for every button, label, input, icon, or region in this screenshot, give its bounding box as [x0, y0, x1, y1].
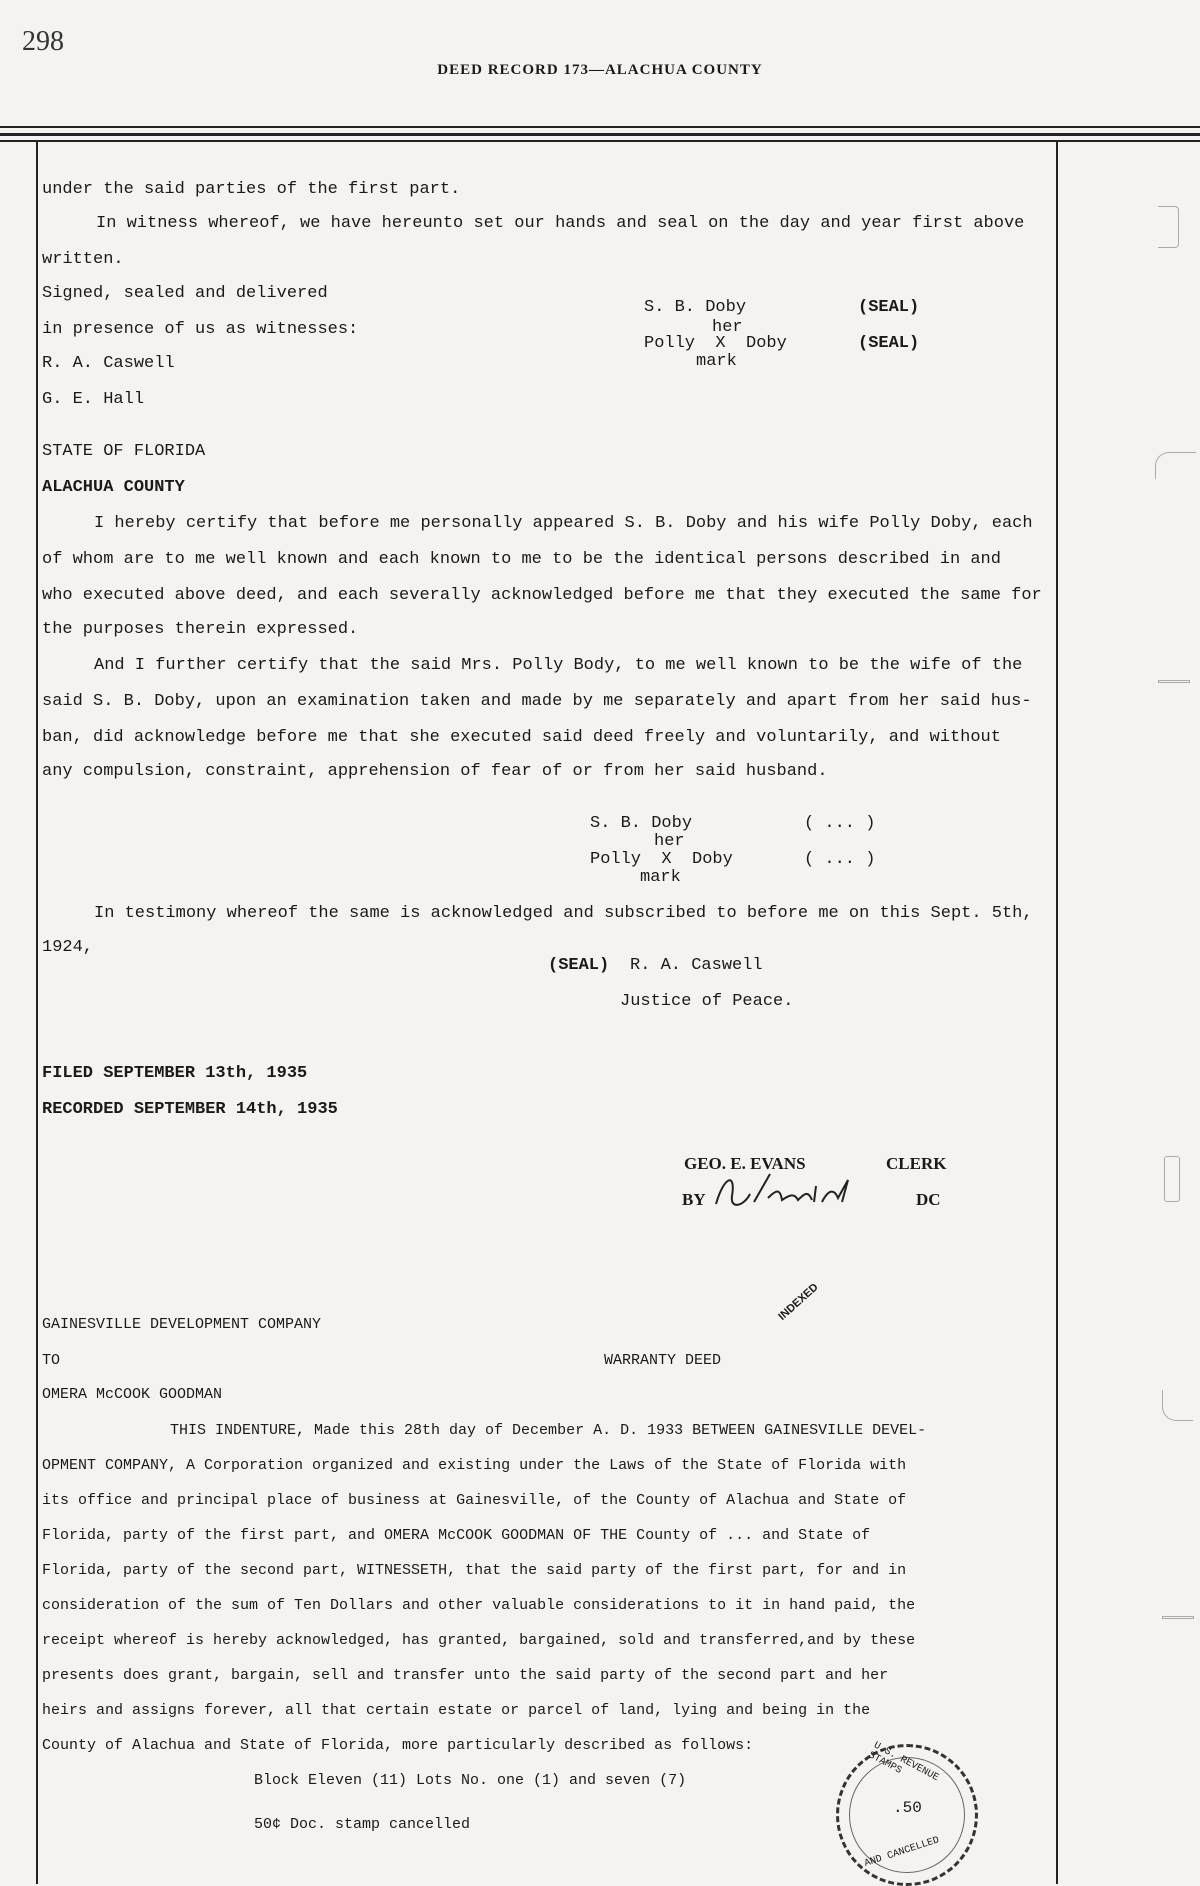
signature-her: her	[654, 832, 685, 851]
deed-type: WARRANTY DEED	[604, 1352, 722, 1369]
signature-name: Polly X Doby	[590, 850, 733, 869]
header-rule-2	[0, 133, 1200, 136]
binder-mark	[1162, 1616, 1194, 1619]
signature-name: S. B. Doby	[590, 814, 693, 833]
dc-label: DC	[916, 1190, 941, 1209]
text-line: in presence of us as witnesses:	[42, 320, 359, 339]
page-header: DEED RECORD 173—ALACHUA COUNTY	[437, 62, 763, 78]
signature-her: her	[712, 318, 743, 337]
signature-mark: mark	[696, 352, 737, 371]
grantor: GAINESVILLE DEVELOPMENT COMPANY	[42, 1316, 322, 1333]
stamp-note: 50¢ Doc. stamp cancelled	[254, 1816, 471, 1833]
text-line: 1924,	[42, 938, 94, 957]
header-rule-1	[0, 126, 1200, 128]
binder-mark	[1155, 452, 1196, 479]
text-line: Florida, party of the first part, and OMERA McCOOK GOODMAN OF THE County of ... and State of	[42, 1527, 871, 1544]
stamp-text: AND CANCELLED	[863, 1835, 941, 1870]
text-line: under the said parties of the first part.	[42, 180, 461, 199]
grantee: OMERA McCOOK GOODMAN	[42, 1386, 223, 1403]
text-line: THIS INDENTURE, Made this 28th day of December A. D. 1933 BETWEEN GAINESVILLE DEVEL-	[170, 1422, 927, 1439]
binder-mark	[1158, 680, 1190, 683]
text-line: In testimony whereof the same is acknowledged and subscribed to before me on this Sept. 5th,	[94, 904, 1033, 923]
text-line: In witness whereof, we have hereunto set our hands and seal on the day and year first above	[96, 214, 1025, 233]
witness-name: R. A. Caswell	[42, 354, 175, 373]
clerk-signature	[710, 1166, 870, 1216]
text-line: Signed, sealed and delivered	[42, 284, 328, 303]
text-line: any compulsion, constraint, apprehension of fear of or from her said husband.	[42, 762, 828, 781]
seal-label: (SEAL)	[548, 956, 610, 975]
to-label: TO	[42, 1352, 61, 1369]
page-number: 298	[22, 26, 64, 57]
right-margin-line	[1056, 142, 1058, 1884]
text-line: presents does grant, bargain, sell and transfer unto the said party of the second part and her	[42, 1667, 889, 1684]
signature-mark: mark	[640, 868, 681, 887]
stamp-value: .50	[893, 1799, 922, 1817]
text-line: I hereby certify that before me personally appeared S. B. Doby and his wife Polly Doby, each	[94, 514, 1033, 533]
seal-label: (SEAL)	[858, 298, 920, 317]
paren-label: ( ... )	[804, 814, 876, 833]
binder-mark	[1158, 206, 1179, 248]
stamp-text: U.S. REVENUE STAMPS	[866, 1740, 941, 1784]
justice-name: R. A. Caswell	[630, 956, 763, 975]
text-line: And I further certify that the said Mrs. Polly Body, to me well known to be the wife of the	[94, 656, 1023, 675]
text-line: the purposes therein expressed.	[42, 620, 359, 639]
signature-name: S. B. Doby	[644, 298, 747, 317]
county-heading: ALACHUA COUNTY	[42, 478, 185, 497]
text-line: of whom are to me well known and each known to me to be the identical persons described in and	[42, 550, 1001, 569]
left-margin-line	[36, 142, 38, 1884]
binder-mark	[1162, 1390, 1193, 1421]
by-label: BY	[682, 1190, 706, 1209]
signature-name: Polly X Doby	[644, 334, 787, 353]
recorded-line: RECORDED SEPTEMBER 14th, 1935	[42, 1100, 338, 1119]
text-line: who executed above deed, and each severally acknowledged before me that they executed the same for	[42, 586, 1042, 605]
lots-description: Block Eleven (11) Lots No. one (1) and seven (7)	[254, 1772, 687, 1789]
state-heading: STATE OF FLORIDA	[42, 442, 206, 461]
text-line: its office and principal place of business at Gainesville, of the County of Alachua and State of	[42, 1492, 907, 1509]
indexed-stamp: INDEXED	[776, 1281, 821, 1323]
text-line: Florida, party of the second part, WITNESSETH, that the said party of the first part, for and in	[42, 1562, 907, 1579]
clerk-name: GEO. E. EVANS	[684, 1154, 806, 1173]
text-line: ban, did acknowledge before me that she executed said deed freely and voluntarily, and without	[42, 728, 1001, 747]
paren-label: ( ... )	[804, 850, 876, 869]
seal-label: (SEAL)	[858, 334, 920, 353]
text-line: County of Alachua and State of Florida, more particularly described as follows:	[42, 1737, 754, 1754]
filed-line: FILED SEPTEMBER 13th, 1935	[42, 1064, 308, 1083]
revenue-stamp	[836, 1740, 978, 1886]
text-line: heirs and assigns forever, all that certain estate or parcel of land, lying and being in the	[42, 1702, 871, 1719]
witness-name: G. E. Hall	[42, 390, 145, 409]
header-rule-3	[0, 140, 1200, 142]
text-line: consideration of the sum of Ten Dollars and other valuable considerations to it in hand paid, the	[42, 1597, 916, 1614]
text-line: receipt whereof is hereby acknowledged, has granted, bargained, sold and transferred,and by these	[42, 1632, 916, 1649]
text-line: said S. B. Doby, upon an examination taken and made by me separately and apart from her said hus-	[42, 692, 1032, 711]
justice-title: Justice of Peace.	[620, 992, 794, 1011]
text-line: OPMENT COMPANY, A Corporation organized and existing under the Laws of the State of Florida with	[42, 1457, 907, 1474]
text-line: written.	[42, 250, 124, 269]
clerk-title: CLERK	[886, 1154, 947, 1173]
binder-mark	[1164, 1156, 1180, 1202]
